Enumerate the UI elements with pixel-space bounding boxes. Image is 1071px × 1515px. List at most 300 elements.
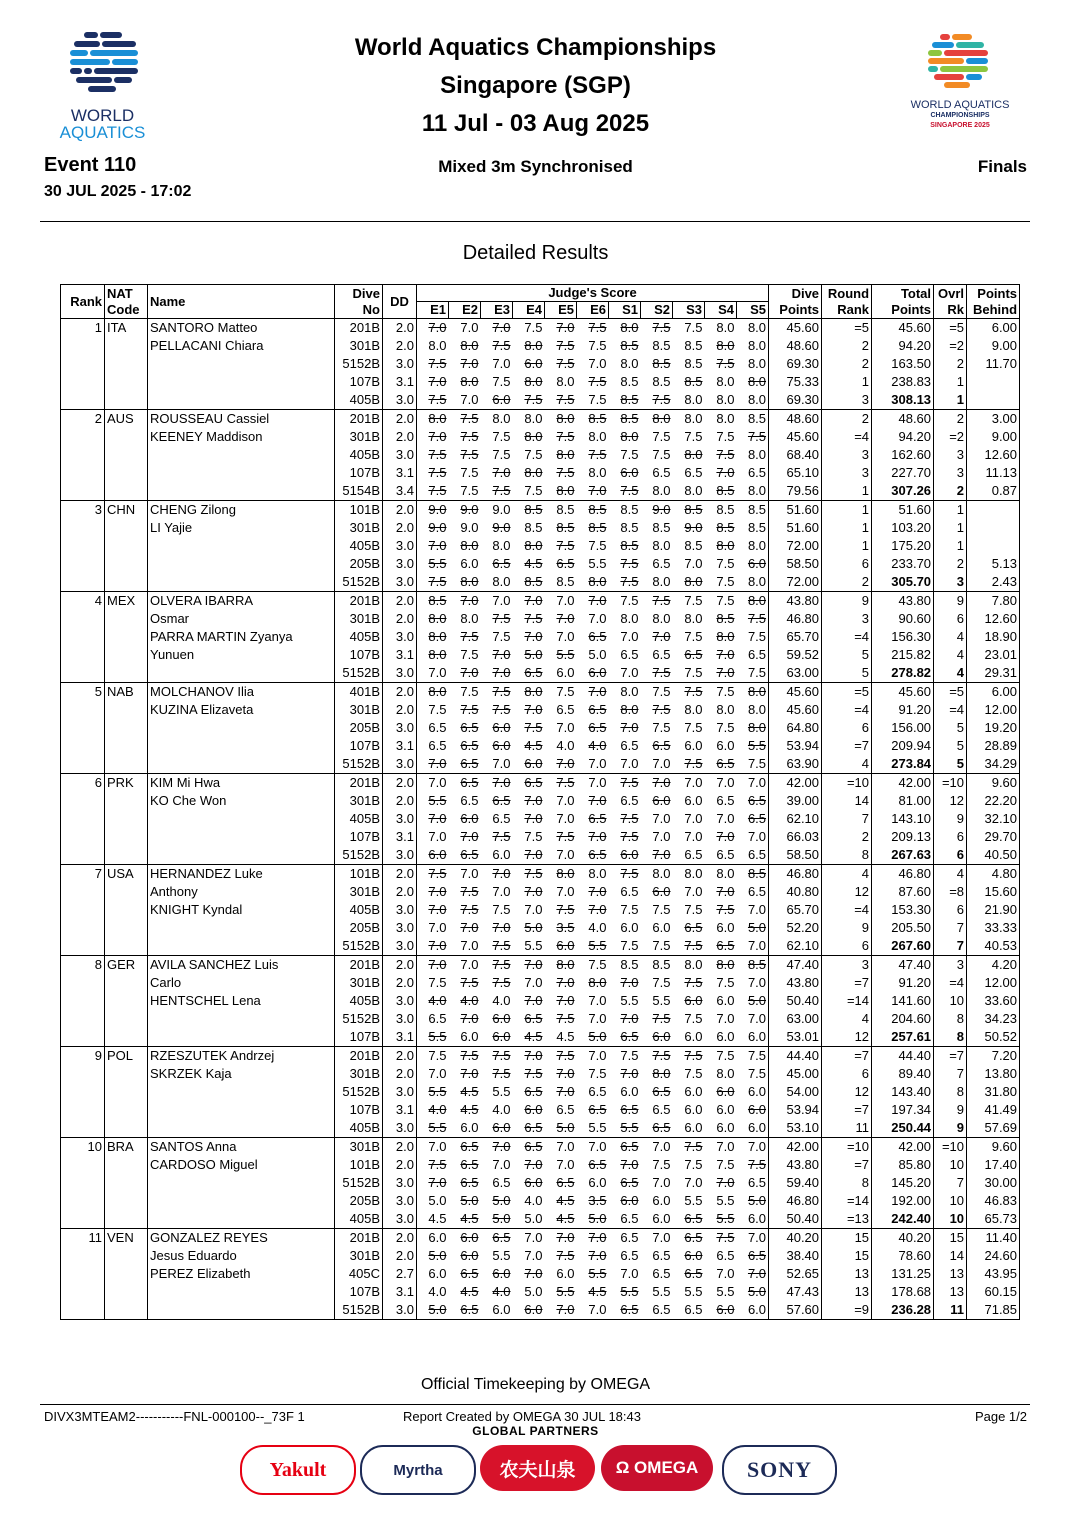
judge-score-discarded: 6.5 bbox=[673, 1229, 705, 1248]
dive-number: 301B bbox=[335, 519, 383, 537]
judge-score-discarded: 6.0 bbox=[684, 1248, 703, 1263]
points-behind: 15.60 bbox=[967, 883, 1020, 901]
overall-rank: 5 bbox=[934, 719, 967, 737]
dive-points: 45.60 bbox=[769, 683, 822, 702]
judge-score-discarded: 3.5 bbox=[556, 920, 575, 935]
judge-score-discarded: 6.0 bbox=[449, 1229, 481, 1248]
judge-score: 7.0 bbox=[428, 920, 447, 935]
dive-points: 46.80 bbox=[769, 865, 822, 884]
judge-score: 8.0 bbox=[556, 374, 575, 389]
judge-score-discarded: 6.5 bbox=[652, 1084, 671, 1099]
judge-score-discarded: 6.5 bbox=[460, 1266, 479, 1281]
dive-points: 68.40 bbox=[769, 446, 822, 464]
total-points: 267.63 bbox=[872, 846, 934, 865]
judge-score: 7.5 bbox=[737, 664, 769, 683]
world-aquatics-logo bbox=[40, 28, 165, 142]
judge-score-discarded: 7.5 bbox=[737, 1156, 769, 1174]
points-behind: 9.00 bbox=[967, 428, 1020, 446]
athlete-name: PARRA MARTIN Zyanya bbox=[150, 629, 293, 644]
judge-score-discarded: 9.0 bbox=[428, 520, 447, 535]
judge-score-discarded: 5.0 bbox=[737, 919, 769, 937]
judge-score-discarded: 7.5 bbox=[620, 829, 639, 844]
judge-score-discarded: 7.5 bbox=[609, 865, 641, 884]
myrtha-logo: Myrtha bbox=[360, 1445, 476, 1495]
judge-score: 6.0 bbox=[481, 1301, 513, 1320]
total-points: 175.20 bbox=[872, 537, 934, 555]
judge-score-discarded: 6.0 bbox=[524, 1175, 543, 1190]
judge-score-discarded: 7.0 bbox=[428, 374, 447, 389]
judge-score-discarded: 8.5 bbox=[620, 338, 639, 353]
dive-number: 107B bbox=[335, 646, 383, 664]
judge-score-discarded: 5.0 bbox=[588, 1029, 607, 1044]
points-behind: 11.40 bbox=[967, 1229, 1020, 1248]
judge-score-discarded: 6.5 bbox=[481, 1229, 513, 1248]
judge-score-discarded: 7.5 bbox=[652, 392, 671, 407]
judge-score: 7.0 bbox=[545, 592, 577, 611]
judge-score-discarded: 5.5 bbox=[428, 793, 447, 808]
judge-score-discarded: 4.0 bbox=[492, 1284, 511, 1299]
dive-number: 205B bbox=[335, 1192, 383, 1210]
judge-score-discarded: 7.0 bbox=[716, 665, 735, 680]
judge-score: 8.0 bbox=[684, 702, 703, 717]
judge-score: 7.0 bbox=[492, 356, 511, 371]
points-behind: 0.87 bbox=[967, 482, 1020, 501]
dive-points: 46.80 bbox=[769, 610, 822, 628]
judge-score-discarded: 8.0 bbox=[588, 975, 607, 990]
judge-score-discarded: 7.0 bbox=[449, 592, 481, 611]
judge-score: 7.5 bbox=[524, 483, 543, 498]
judge-score: 8.0 bbox=[428, 338, 447, 353]
col-header-judge: S2 bbox=[641, 302, 673, 319]
total-points: 233.70 bbox=[872, 555, 934, 573]
team-athletes bbox=[148, 592, 335, 683]
points-behind: 33.33 bbox=[967, 919, 1020, 937]
judge-score-discarded: 6.5 bbox=[556, 556, 575, 571]
judge-score: 7.0 bbox=[428, 829, 447, 844]
judge-score: 5.5 bbox=[588, 556, 607, 571]
col-header-judge: S5 bbox=[737, 302, 769, 319]
judge-score: 7.5 bbox=[588, 538, 607, 553]
judge-score-discarded: 7.5 bbox=[556, 392, 575, 407]
judge-score-discarded: 7.0 bbox=[460, 356, 479, 371]
judge-score: 6.0 bbox=[588, 1175, 607, 1190]
total-points: 236.28 bbox=[872, 1301, 934, 1320]
col-header-dive-points: Dive bbox=[769, 285, 822, 302]
judge-score: 8.0 bbox=[737, 391, 769, 410]
judge-score: 8.0 bbox=[705, 865, 737, 884]
judge-score: 7.5 bbox=[716, 975, 735, 990]
judge-score-discarded: 8.0 bbox=[588, 574, 607, 589]
judge-score-discarded: 6.5 bbox=[684, 647, 703, 662]
championship-location: Singapore (SGP) bbox=[440, 72, 631, 99]
points-behind: 9.60 bbox=[967, 1138, 1020, 1157]
judge-score-discarded: 5.5 bbox=[716, 1211, 735, 1226]
round-rank: =9 bbox=[822, 1301, 872, 1320]
points-behind: 4.20 bbox=[967, 956, 1020, 975]
points-behind: 65.73 bbox=[967, 1210, 1020, 1229]
dive-points: 47.40 bbox=[769, 956, 822, 975]
degree-of-difficulty: 3.0 bbox=[383, 992, 417, 1010]
overall-rank: 7 bbox=[934, 919, 967, 937]
team-rank: 8 bbox=[61, 956, 105, 1047]
judge-score: 6.0 bbox=[737, 1083, 769, 1101]
total-points: 89.40 bbox=[872, 1065, 934, 1083]
judge-score: 7.0 bbox=[556, 811, 575, 826]
judge-score: 7.5 bbox=[652, 902, 671, 917]
judge-score: 7.5 bbox=[737, 1065, 769, 1083]
round-rank: 4 bbox=[822, 755, 872, 774]
judge-score-discarded: 5.0 bbox=[737, 1283, 769, 1301]
round-rank: =10 bbox=[822, 774, 872, 793]
judge-score: 8.0 bbox=[705, 410, 737, 429]
judge-score: 7.0 bbox=[588, 356, 607, 371]
total-points: 85.80 bbox=[872, 1156, 934, 1174]
judge-score-discarded: 8.0 bbox=[641, 410, 673, 429]
judge-score-discarded: 4.5 bbox=[556, 1211, 575, 1226]
points-behind: 30.00 bbox=[967, 1174, 1020, 1192]
judge-score-discarded: 7.5 bbox=[641, 592, 673, 611]
judge-score-discarded: 7.5 bbox=[460, 447, 479, 462]
overall-rank: 7 bbox=[934, 1174, 967, 1192]
judge-score-discarded: 6.5 bbox=[588, 720, 607, 735]
judge-score: 7.0 bbox=[460, 392, 479, 407]
round-rank: 5 bbox=[822, 646, 872, 664]
judge-score-discarded: 7.0 bbox=[588, 902, 607, 917]
degree-of-difficulty: 2.0 bbox=[383, 956, 417, 975]
total-points: 205.50 bbox=[872, 919, 934, 937]
judge-score: 8.0 bbox=[577, 865, 609, 884]
judge-score-discarded: 7.0 bbox=[481, 1138, 513, 1157]
dive-number: 5152B bbox=[335, 1301, 383, 1320]
judge-score: 8.0 bbox=[609, 683, 641, 702]
dive-number: 5152B bbox=[335, 573, 383, 592]
team-nat-code: CHN bbox=[105, 501, 148, 592]
champ-logo-text-1: WORLD AQUATICS bbox=[910, 99, 1010, 111]
judge-score-discarded: 7.5 bbox=[524, 611, 543, 626]
judge-score: 7.0 bbox=[577, 774, 609, 793]
judge-score-discarded: 8.0 bbox=[428, 629, 447, 644]
judge-score-discarded: 9.0 bbox=[492, 520, 511, 535]
round-rank: 12 bbox=[822, 1083, 872, 1101]
judge-score-discarded: 8.5 bbox=[652, 356, 671, 371]
judge-score: 8.0 bbox=[737, 482, 769, 501]
overall-rank: 3 bbox=[934, 446, 967, 464]
judge-score-discarded: 7.5 bbox=[524, 392, 543, 407]
round-rank: =4 bbox=[822, 901, 872, 919]
athlete-name: HENTSCHEL Lena bbox=[150, 993, 261, 1008]
judge-score: 7.0 bbox=[620, 756, 639, 771]
overall-rank: 5 bbox=[934, 755, 967, 774]
judge-score-discarded: 7.0 bbox=[588, 884, 607, 899]
total-points: 43.80 bbox=[872, 592, 934, 611]
judge-score-discarded: 4.0 bbox=[588, 738, 607, 753]
round-rank: =5 bbox=[822, 683, 872, 702]
judge-score: 6.5 bbox=[620, 738, 639, 753]
world-aquatics-emblem-icon bbox=[40, 28, 165, 100]
judge-score-discarded: 8.0 bbox=[428, 647, 447, 662]
judge-score: 7.0 bbox=[481, 592, 513, 611]
overall-rank: 5 bbox=[934, 737, 967, 755]
overall-rank: 15 bbox=[934, 1229, 967, 1248]
judge-score-discarded: 5.5 bbox=[737, 737, 769, 755]
judge-score-discarded: 8.5 bbox=[620, 538, 639, 553]
judge-score-discarded: 7.5 bbox=[492, 829, 511, 844]
judge-score: 6.0 bbox=[652, 920, 671, 935]
judge-score: 6.0 bbox=[428, 1266, 447, 1281]
judge-score: 6.5 bbox=[620, 1248, 639, 1263]
total-points: 305.70 bbox=[872, 573, 934, 592]
judge-score-discarded: 7.0 bbox=[513, 1047, 545, 1066]
dive-points: 45.60 bbox=[769, 428, 822, 446]
overall-rank: 2 bbox=[934, 410, 967, 429]
judge-score: 7.0 bbox=[620, 629, 639, 644]
judge-score-discarded: 8.5 bbox=[609, 410, 641, 429]
round-rank: 2 bbox=[822, 573, 872, 592]
judge-score: 6.0 bbox=[684, 793, 703, 808]
overall-rank: 10 bbox=[934, 1210, 967, 1229]
judge-score-discarded: 7.0 bbox=[545, 319, 577, 338]
team-athletes bbox=[148, 865, 335, 956]
points-behind: 18.90 bbox=[967, 628, 1020, 646]
judge-score: 7.0 bbox=[556, 629, 575, 644]
judge-score: 6.5 bbox=[641, 1301, 673, 1320]
judge-score-discarded: 7.0 bbox=[588, 1248, 607, 1263]
round-rank: 2 bbox=[822, 828, 872, 846]
judge-score-discarded: 7.0 bbox=[492, 920, 511, 935]
judge-score: 5.5 bbox=[524, 938, 543, 953]
judge-score: 8.0 bbox=[652, 611, 671, 626]
dive-points: 43.80 bbox=[769, 592, 822, 611]
judge-score-discarded: 7.5 bbox=[673, 683, 705, 702]
judge-score: 6.5 bbox=[737, 1174, 769, 1192]
round-rank: 12 bbox=[822, 1028, 872, 1047]
judge-score: 4.0 bbox=[492, 1102, 511, 1117]
judge-score-discarded: 6.5 bbox=[460, 1175, 479, 1190]
footer-divider bbox=[40, 1404, 1030, 1405]
judge-score-discarded: 7.5 bbox=[460, 702, 479, 717]
judge-score: 8.0 bbox=[684, 611, 703, 626]
judge-score-discarded: 7.5 bbox=[652, 1011, 671, 1026]
col-header-code: Code bbox=[105, 302, 148, 319]
round-rank: =4 bbox=[822, 428, 872, 446]
judge-score-discarded: 7.5 bbox=[513, 865, 545, 884]
round-rank: 3 bbox=[822, 610, 872, 628]
judge-score: 5.5 bbox=[492, 1248, 511, 1263]
round-rank: 6 bbox=[822, 555, 872, 573]
judge-score: 7.5 bbox=[716, 1157, 735, 1172]
judge-score-discarded: 7.5 bbox=[705, 1229, 737, 1248]
judge-score: 4.0 bbox=[492, 993, 511, 1008]
judge-score: 7.5 bbox=[705, 592, 737, 611]
dive-points: 48.60 bbox=[769, 410, 822, 429]
dive-number: 107B bbox=[335, 373, 383, 391]
dive-points: 63.90 bbox=[769, 755, 822, 774]
team-nat-code: NAB bbox=[105, 683, 148, 774]
dive-row bbox=[61, 319, 1020, 338]
judge-score: 7.0 bbox=[737, 901, 769, 919]
judge-score-discarded: 4.0 bbox=[428, 993, 447, 1008]
judge-score: 8.0 bbox=[716, 702, 735, 717]
judge-score: 7.5 bbox=[652, 447, 671, 462]
dive-row bbox=[61, 1229, 1020, 1248]
judge-score-discarded: 6.5 bbox=[737, 792, 769, 810]
overall-rank: =10 bbox=[934, 774, 967, 793]
total-points: 145.20 bbox=[872, 1174, 934, 1192]
judge-score: 4.0 bbox=[556, 738, 575, 753]
judge-score: 6.0 bbox=[716, 1029, 735, 1044]
judge-score-discarded: 7.0 bbox=[460, 1066, 479, 1081]
dive-row bbox=[61, 1138, 1020, 1157]
judge-score-discarded: 6.0 bbox=[737, 1101, 769, 1119]
dive-number: 205B bbox=[335, 919, 383, 937]
judge-score-discarded: 6.5 bbox=[716, 756, 735, 771]
dive-number: 301B bbox=[335, 792, 383, 810]
judge-score: 8.5 bbox=[609, 501, 641, 520]
judge-score-discarded: 7.0 bbox=[716, 465, 735, 480]
judge-score-discarded: 7.0 bbox=[428, 938, 447, 953]
judge-score: 8.0 bbox=[513, 410, 545, 429]
points-behind: 43.95 bbox=[967, 1265, 1020, 1283]
team-nat-code: PRK bbox=[105, 774, 148, 865]
judge-score-discarded: 7.5 bbox=[428, 483, 447, 498]
col-header-dive-points-2: Points bbox=[769, 302, 822, 319]
judge-score-discarded: 6.5 bbox=[460, 756, 479, 771]
judge-score-discarded: 6.5 bbox=[513, 774, 545, 793]
judge-score-discarded: 7.0 bbox=[652, 629, 671, 644]
round-rank: =4 bbox=[822, 701, 872, 719]
judge-score-discarded: 8.0 bbox=[737, 719, 769, 737]
judge-score-discarded: 6.5 bbox=[524, 1120, 543, 1135]
championships-emblem-icon bbox=[890, 30, 1030, 94]
judge-score: 6.5 bbox=[556, 1102, 575, 1117]
dive-number: 5152B bbox=[335, 355, 383, 373]
col-header-judge: E6 bbox=[577, 302, 609, 319]
degree-of-difficulty: 2.0 bbox=[383, 501, 417, 520]
judge-score: 7.0 bbox=[737, 828, 769, 846]
round-rank: 6 bbox=[822, 937, 872, 956]
judge-score: 5.5 bbox=[620, 993, 639, 1008]
dive-number: 5152B bbox=[335, 937, 383, 956]
overall-rank: 4 bbox=[934, 865, 967, 884]
judge-score: 7.5 bbox=[684, 902, 703, 917]
judge-score: 7.5 bbox=[620, 447, 639, 462]
judge-score: 6.0 bbox=[652, 1211, 671, 1226]
dive-number: 107B bbox=[335, 1028, 383, 1047]
judge-score-discarded: 8.0 bbox=[460, 338, 479, 353]
overall-rank: 8 bbox=[934, 1010, 967, 1028]
round-rank: 12 bbox=[822, 883, 872, 901]
col-header-ovrl-rk-2: Rk bbox=[934, 302, 967, 319]
judge-score-discarded: 7.5 bbox=[652, 665, 671, 680]
total-points: 238.83 bbox=[872, 373, 934, 391]
degree-of-difficulty: 2.0 bbox=[383, 1229, 417, 1248]
judge-score-discarded: 6.5 bbox=[684, 1211, 703, 1226]
dive-points: 45.60 bbox=[769, 701, 822, 719]
judge-score: 5.0 bbox=[428, 1193, 447, 1208]
judge-score: 7.0 bbox=[428, 1066, 447, 1081]
team-athletes bbox=[148, 1229, 335, 1320]
round-rank: =10 bbox=[822, 1138, 872, 1157]
dive-points: 72.00 bbox=[769, 537, 822, 555]
points-behind: 7.20 bbox=[967, 1047, 1020, 1066]
judge-score: 8.0 bbox=[737, 537, 769, 555]
judge-score-discarded: 6.0 bbox=[620, 847, 639, 862]
judge-score-discarded: 7.5 bbox=[524, 720, 543, 735]
judge-score-discarded: 7.5 bbox=[428, 574, 447, 589]
judge-score-discarded: 5.0 bbox=[556, 1120, 575, 1135]
judge-score-discarded: 7.0 bbox=[417, 319, 449, 338]
degree-of-difficulty: 2.0 bbox=[383, 428, 417, 446]
overall-rank: 10 bbox=[934, 992, 967, 1010]
judge-score: 7.5 bbox=[417, 1047, 449, 1066]
judge-score-discarded: 7.5 bbox=[428, 1157, 447, 1172]
champ-logo-text-3: SINGAPORE 2025 bbox=[930, 122, 990, 129]
judge-score: 8.5 bbox=[620, 520, 639, 535]
judge-score-discarded: 5.0 bbox=[588, 1211, 607, 1226]
total-points: 163.50 bbox=[872, 355, 934, 373]
col-header-judge: S1 bbox=[609, 302, 641, 319]
judge-score-discarded: 7.5 bbox=[460, 884, 479, 899]
overall-rank: 2 bbox=[934, 355, 967, 373]
overall-rank: 7 bbox=[934, 937, 967, 956]
judge-score-discarded: 8.0 bbox=[609, 319, 641, 338]
dive-points: 66.03 bbox=[769, 828, 822, 846]
judge-score-discarded: 6.0 bbox=[492, 1120, 511, 1135]
round-rank: 1 bbox=[822, 537, 872, 555]
judge-score: 7.0 bbox=[684, 556, 703, 571]
judge-score-discarded: 5.0 bbox=[492, 1211, 511, 1226]
dive-number: 405B bbox=[335, 1119, 383, 1138]
total-points: 278.82 bbox=[872, 664, 934, 683]
judge-score: 7.0 bbox=[716, 811, 735, 826]
degree-of-difficulty: 2.0 bbox=[383, 319, 417, 338]
judge-score: 7.0 bbox=[620, 665, 639, 680]
total-points: 51.60 bbox=[872, 501, 934, 520]
judge-score: 6.0 bbox=[460, 1029, 479, 1044]
judge-score-discarded: 7.5 bbox=[556, 356, 575, 371]
total-points: 227.70 bbox=[872, 464, 934, 482]
col-header-judge: S4 bbox=[705, 302, 737, 319]
yakult-logo: Yakult bbox=[240, 1445, 356, 1495]
judge-score: 5.5 bbox=[684, 1284, 703, 1299]
judge-score: 5.0 bbox=[524, 1211, 543, 1226]
judge-score: 5.5 bbox=[716, 1284, 735, 1299]
judge-score-discarded: 7.0 bbox=[481, 865, 513, 884]
judge-score-discarded: 5.0 bbox=[524, 920, 543, 935]
dive-points: 43.80 bbox=[769, 974, 822, 992]
athlete-name: HERNANDEZ Luke bbox=[150, 866, 263, 881]
judge-score: 6.0 bbox=[620, 1084, 639, 1099]
judge-score: 7.0 bbox=[652, 1175, 671, 1190]
athlete-name: MOLCHANOV Ilia bbox=[150, 684, 255, 699]
judge-score: 6.0 bbox=[737, 1210, 769, 1229]
judge-score-discarded: 3.5 bbox=[588, 1193, 607, 1208]
round-rank: 15 bbox=[822, 1229, 872, 1248]
judge-score: 6.5 bbox=[737, 883, 769, 901]
dive-number: 5152B bbox=[335, 1174, 383, 1192]
dive-number: 301B bbox=[335, 1138, 383, 1157]
points-behind: 46.83 bbox=[967, 1192, 1020, 1210]
judge-score-discarded: 6.5 bbox=[652, 738, 671, 753]
round-rank: 1 bbox=[822, 373, 872, 391]
overall-rank: =8 bbox=[934, 883, 967, 901]
degree-of-difficulty: 3.1 bbox=[383, 373, 417, 391]
athlete-name: CARDOSO Miguel bbox=[150, 1157, 258, 1172]
dive-number: 107B bbox=[335, 1283, 383, 1301]
judge-score-discarded: 7.5 bbox=[737, 428, 769, 446]
judge-score-discarded: 7.5 bbox=[428, 447, 447, 462]
judge-score-discarded: 6.0 bbox=[652, 1029, 671, 1044]
